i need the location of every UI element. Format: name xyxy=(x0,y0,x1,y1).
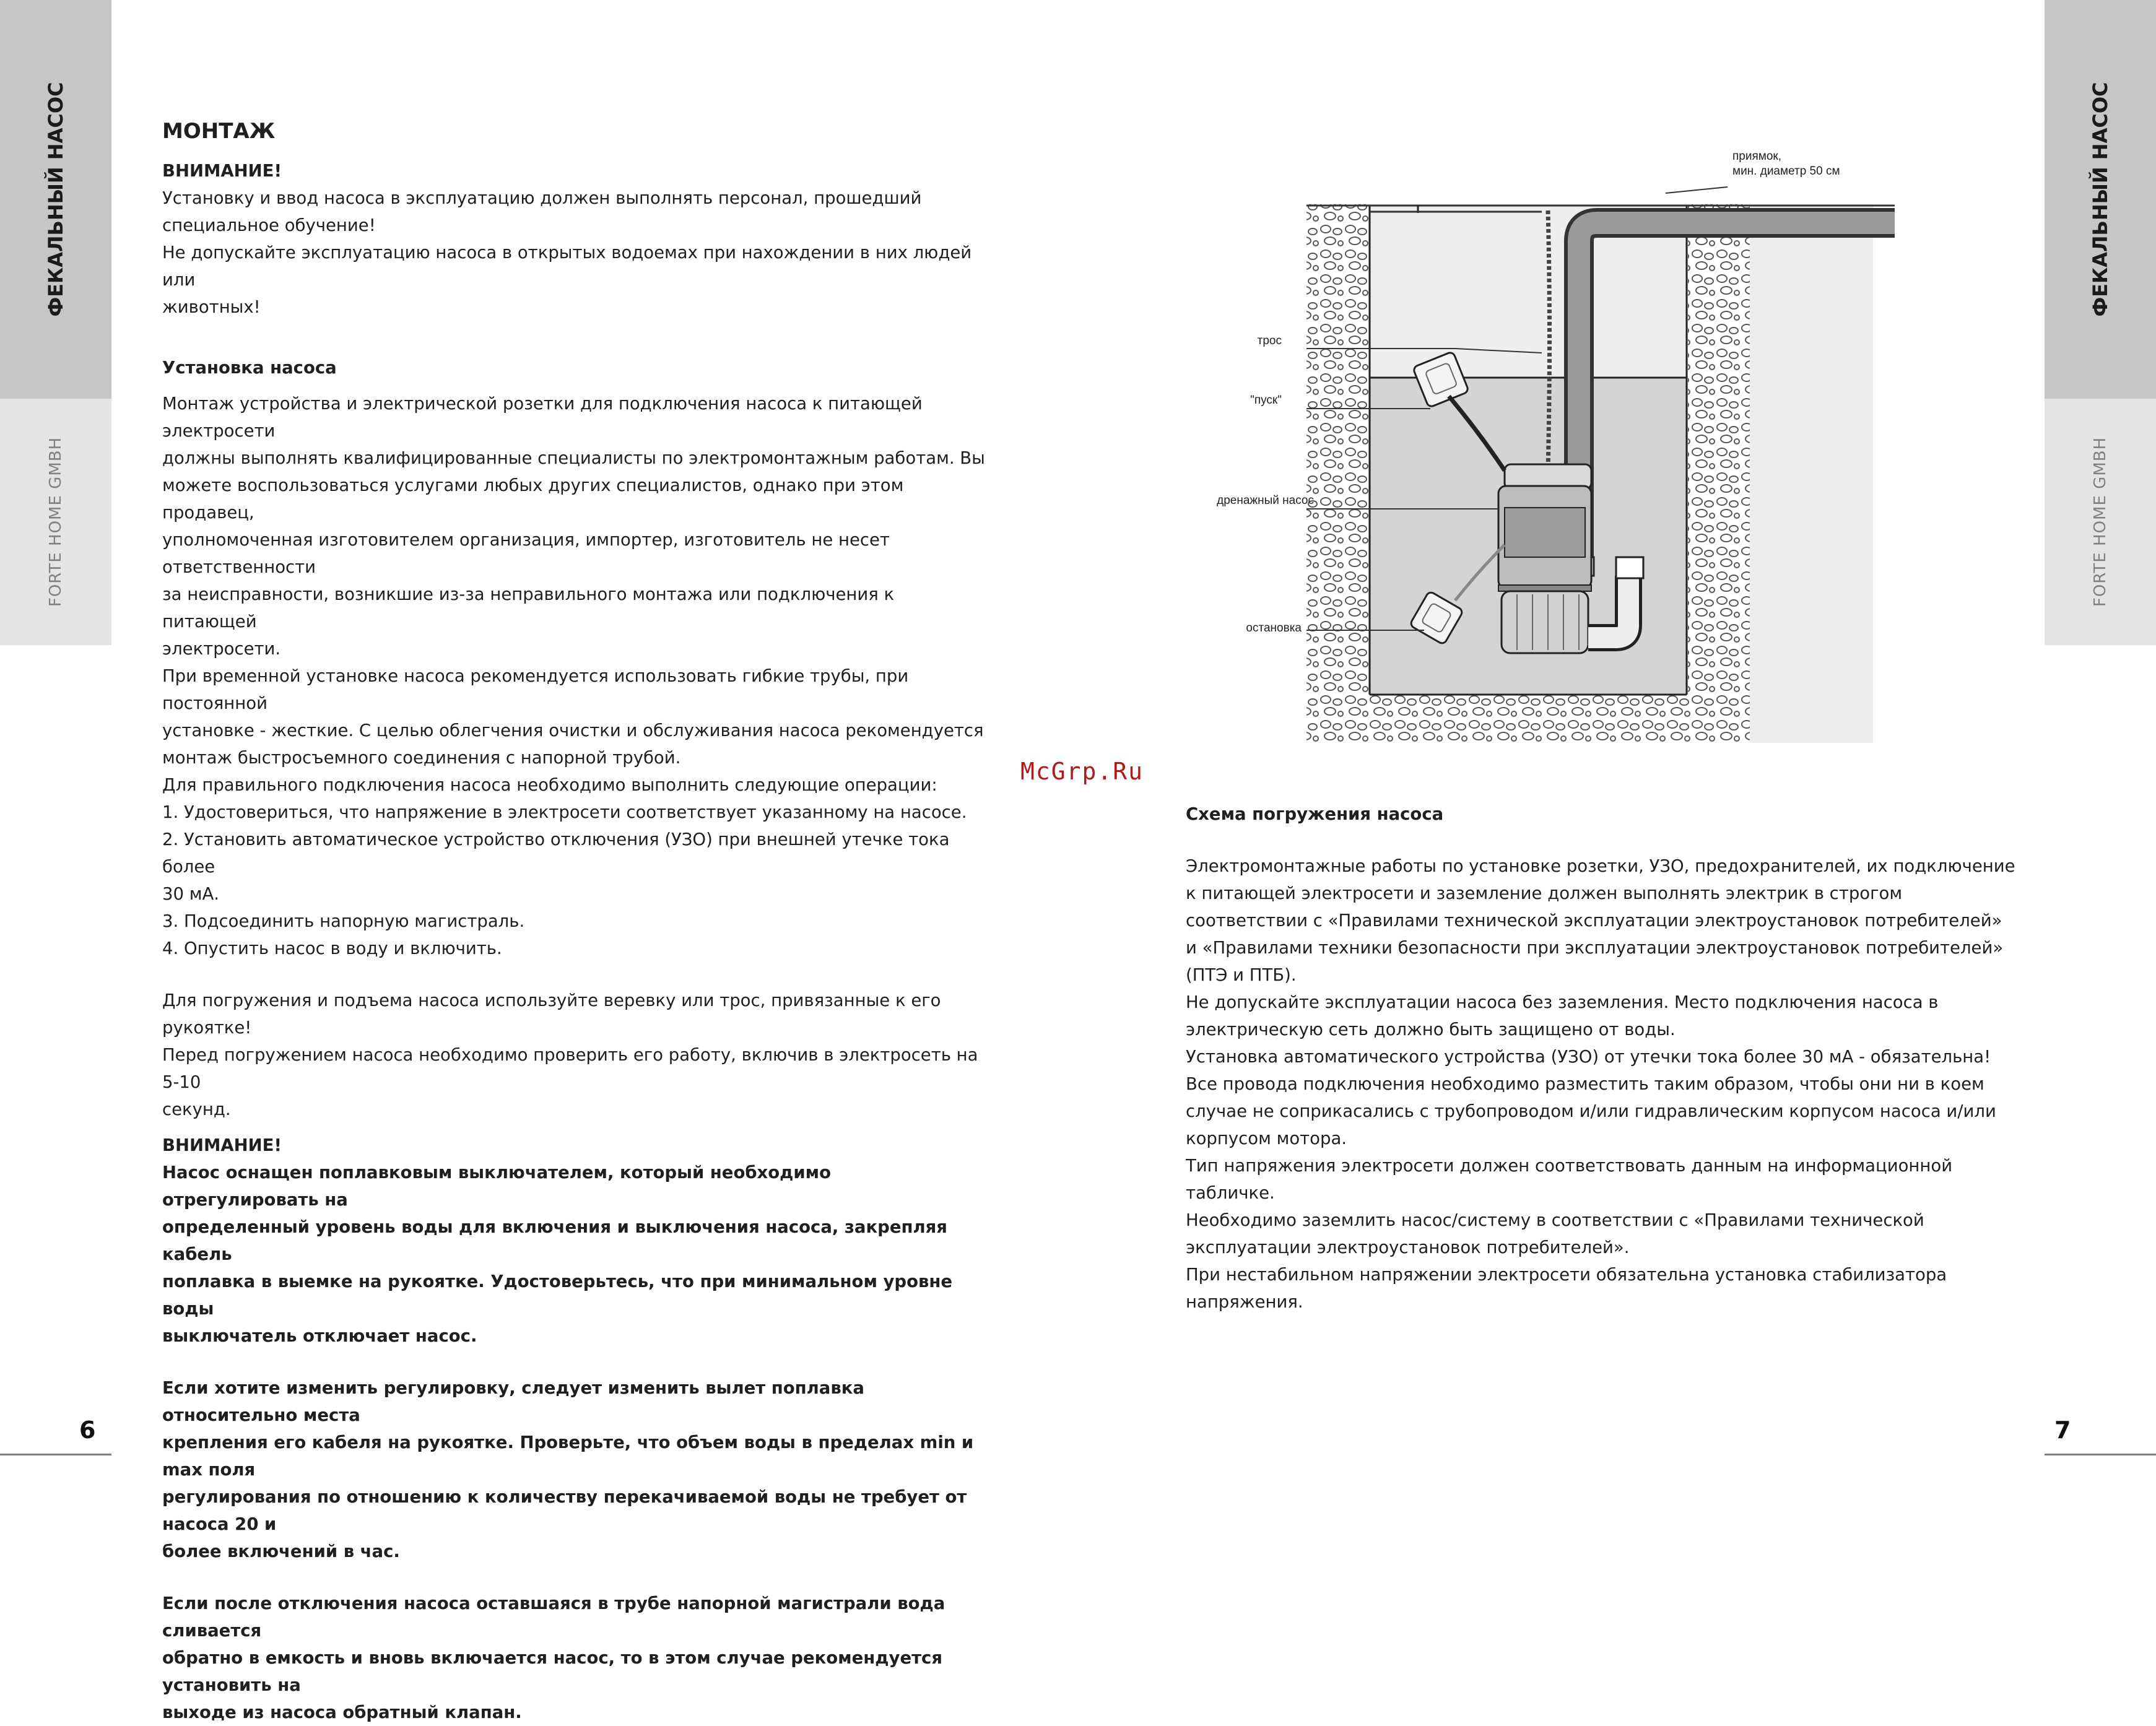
left-sidebar-title-panel xyxy=(0,0,111,399)
text-line: соответствии с «Правилами технической эксплуатации электроустановок потребителей» xyxy=(1186,911,2002,930)
list-item: 30 мА. xyxy=(162,884,220,904)
label-pump: дренажный насос xyxy=(1217,494,1314,507)
page-rule-left xyxy=(0,1454,111,1455)
text-line: можете воспользоваться услугами любых других специалистов, однако при этом продавец, xyxy=(162,475,904,523)
page-heading: МОНТАЖ xyxy=(162,119,276,144)
label-stop: остановка xyxy=(1246,622,1302,635)
text-line: эксплуатации электроустановок потребителей». xyxy=(1186,1238,1630,1257)
left-stone-wall xyxy=(1306,204,1368,743)
text-line: табличке. xyxy=(1186,1183,1275,1203)
page-rule-right xyxy=(2045,1454,2156,1455)
text-line: Все провода подключения необходимо разместить таким образом, чтобы они ни в коем xyxy=(1186,1074,1984,1094)
right-sidebar-title-panel xyxy=(2045,0,2156,399)
sidebar-title: ФЕКАЛЬНЫЙ НАСОС xyxy=(2089,82,2112,317)
text-line: за неисправности, возникшие из-за неправильного монтажа или подключения к питающей xyxy=(162,584,895,631)
text-line: секунд. xyxy=(162,1099,231,1119)
bottom-stone-floor xyxy=(1368,695,1688,743)
text-line: Электромонтажные работы по установке розетки, УЗО, предохранителей, их подключение xyxy=(1186,856,2015,876)
text-line: животных! xyxy=(162,297,261,317)
text-line: Насос оснащен поплавковым выключателем, который необходимо отрегулировать на xyxy=(162,1163,832,1210)
text-line: Установку и ввод насоса в эксплуатацию должен выполнять персонал, прошедший xyxy=(162,188,922,208)
list-item: 2. Установить автоматическое устройство отключения (УЗО) при внешней утечке тока более xyxy=(162,830,950,877)
text-line: электрическую сеть должно быть защищено от воды. xyxy=(1186,1020,1676,1039)
text-line: Тип напряжения электросети должен соответствовать данным на информационной xyxy=(1186,1156,1953,1176)
text-line: специальное обучение! xyxy=(162,215,376,235)
pump-immersion-diagram xyxy=(1195,149,1901,749)
text-line: напряжения. xyxy=(1186,1292,1303,1312)
section-title: Установка насоса xyxy=(162,358,337,378)
left-page-content xyxy=(162,114,992,1726)
text-line: электросети. xyxy=(162,639,281,659)
sidebar-brand: FORTE HOME GMBH xyxy=(46,436,65,607)
text-line: выходе из насоса обратный клапан. xyxy=(162,1702,522,1722)
text-line: Установка автоматического устройства (УЗО) от утечки тока более 30 мА - обязательна! xyxy=(1186,1047,1991,1067)
text-line: обратно в емкость и вновь включается насос, то в этом случае рекомендуется установить на xyxy=(162,1648,942,1695)
text-line: более включений в час. xyxy=(162,1542,400,1561)
right-sidebar-brand-panel xyxy=(2045,399,2156,645)
text-line: Не допускайте эксплуатацию насоса в открытых водоемах при нахождении в них людей или xyxy=(162,243,972,290)
text-line: уполномоченная изготовителем организация, импортер, изготовитель не несет ответственности xyxy=(162,530,890,577)
list-item: 4. Опустить насос в воду и включить. xyxy=(162,939,502,958)
text-line: случае не соприкасались с трубопроводом и/или гидравлическим корпусом насоса и/или xyxy=(1186,1101,1996,1121)
text-line: Необходимо заземлить насос/систему в соответствии с «Правилами технической xyxy=(1186,1210,1924,1230)
text-line: и «Правилами техники безопасности при эксплуатации электроустановок потребителей» xyxy=(1186,938,2004,958)
text-line: крепления его кабеля на рукоятке. Проверьте, что объем воды в пределах min и max поля xyxy=(162,1433,974,1480)
watermark: McGrp.Ru xyxy=(1020,758,1144,785)
label-pit-line1: приямок, xyxy=(1732,150,1781,163)
text-line: Для правильного подключения насоса необходимо выполнить следующие операции: xyxy=(162,775,937,795)
sidebar-brand: FORTE HOME GMBH xyxy=(2091,436,2110,607)
outlet-thread xyxy=(1616,557,1643,578)
list-item: 3. Подсоединить напорную магистраль. xyxy=(162,911,525,931)
sidebar-title: ФЕКАЛЬНЫЙ НАСОС xyxy=(44,82,67,317)
text-line: Если хотите изменить регулировку, следует изменить вылет поплавка относительно места xyxy=(162,1378,864,1425)
label-start: "пуск" xyxy=(1250,394,1282,407)
text-line: Если после отключения насоса оставшаяся в трубе напорной магистрали вода сливается xyxy=(162,1594,945,1641)
text-line: Монтаж устройства и электрической розетки для подключения насоса к питающей электросети xyxy=(162,394,923,441)
right-stone-wall xyxy=(1688,204,1750,743)
label-pit-line2: мин. диаметр 50 см xyxy=(1732,165,1840,178)
text-line: (ПТЭ и ПТБ). xyxy=(1186,965,1297,985)
text-line: определенный уровень воды для включения и выключения насоса, закрепляя кабель xyxy=(162,1217,947,1264)
text-line: Для погружения и подъема насоса используйте веревку или трос, привязанные к его рукоятке! xyxy=(162,991,941,1038)
text-line: При временной установке насоса рекомендуется использовать гибкие трубы, при постоянной xyxy=(162,666,909,713)
warning-label: ВНИМАНИЕ! xyxy=(162,1135,282,1155)
left-sidebar-brand-panel xyxy=(0,399,111,645)
text-line: При нестабильном напряжении электросети обязательна установка стабилизатора xyxy=(1186,1265,1947,1285)
page-number-right: 7 xyxy=(2054,1416,2071,1444)
text-line: должны выполнять квалифицированные специалисты по электромонтажным работам. Вы xyxy=(162,448,985,468)
right-page-content xyxy=(1186,800,2028,1316)
page-number-left: 6 xyxy=(79,1416,96,1444)
leader-pit xyxy=(1666,187,1728,193)
warning-label: ВНИМАНИЕ! xyxy=(162,161,282,181)
text-line: к питающей электросети и заземление должен выполнять электрик в строгом xyxy=(1186,883,1903,903)
text-line: регулирования по отношению к количеству перекачиваемой воды не требует от насоса 20 и xyxy=(162,1487,967,1534)
text-line: поплавка в выемке на рукоятке. Удостоверьтесь, что при минимальном уровне воды xyxy=(162,1272,953,1319)
text-line: установке - жесткие. С целью облегчения очистки и обслуживания насоса рекомендуется xyxy=(162,721,984,740)
diagram-caption: Схема погружения насоса xyxy=(1186,804,1444,824)
text-line: выключатель отключает насос. xyxy=(162,1326,477,1346)
drainage-pump xyxy=(1498,464,1591,653)
text-line: корпусом мотора. xyxy=(1186,1129,1347,1148)
text-line: Перед погружением насоса необходимо проверить его работу, включив в электросеть на 5-10 xyxy=(162,1045,978,1092)
text-line: Не допускайте эксплуатации насоса без заземления. Место подключения насоса в xyxy=(1186,992,1939,1012)
text-line: монтаж быстросъемного соединения с напорной трубой. xyxy=(162,748,681,768)
list-item: 1. Удостовериться, что напряжение в электросети соответствует указанному на насосе. xyxy=(162,802,967,822)
label-cable: трос xyxy=(1257,334,1282,347)
